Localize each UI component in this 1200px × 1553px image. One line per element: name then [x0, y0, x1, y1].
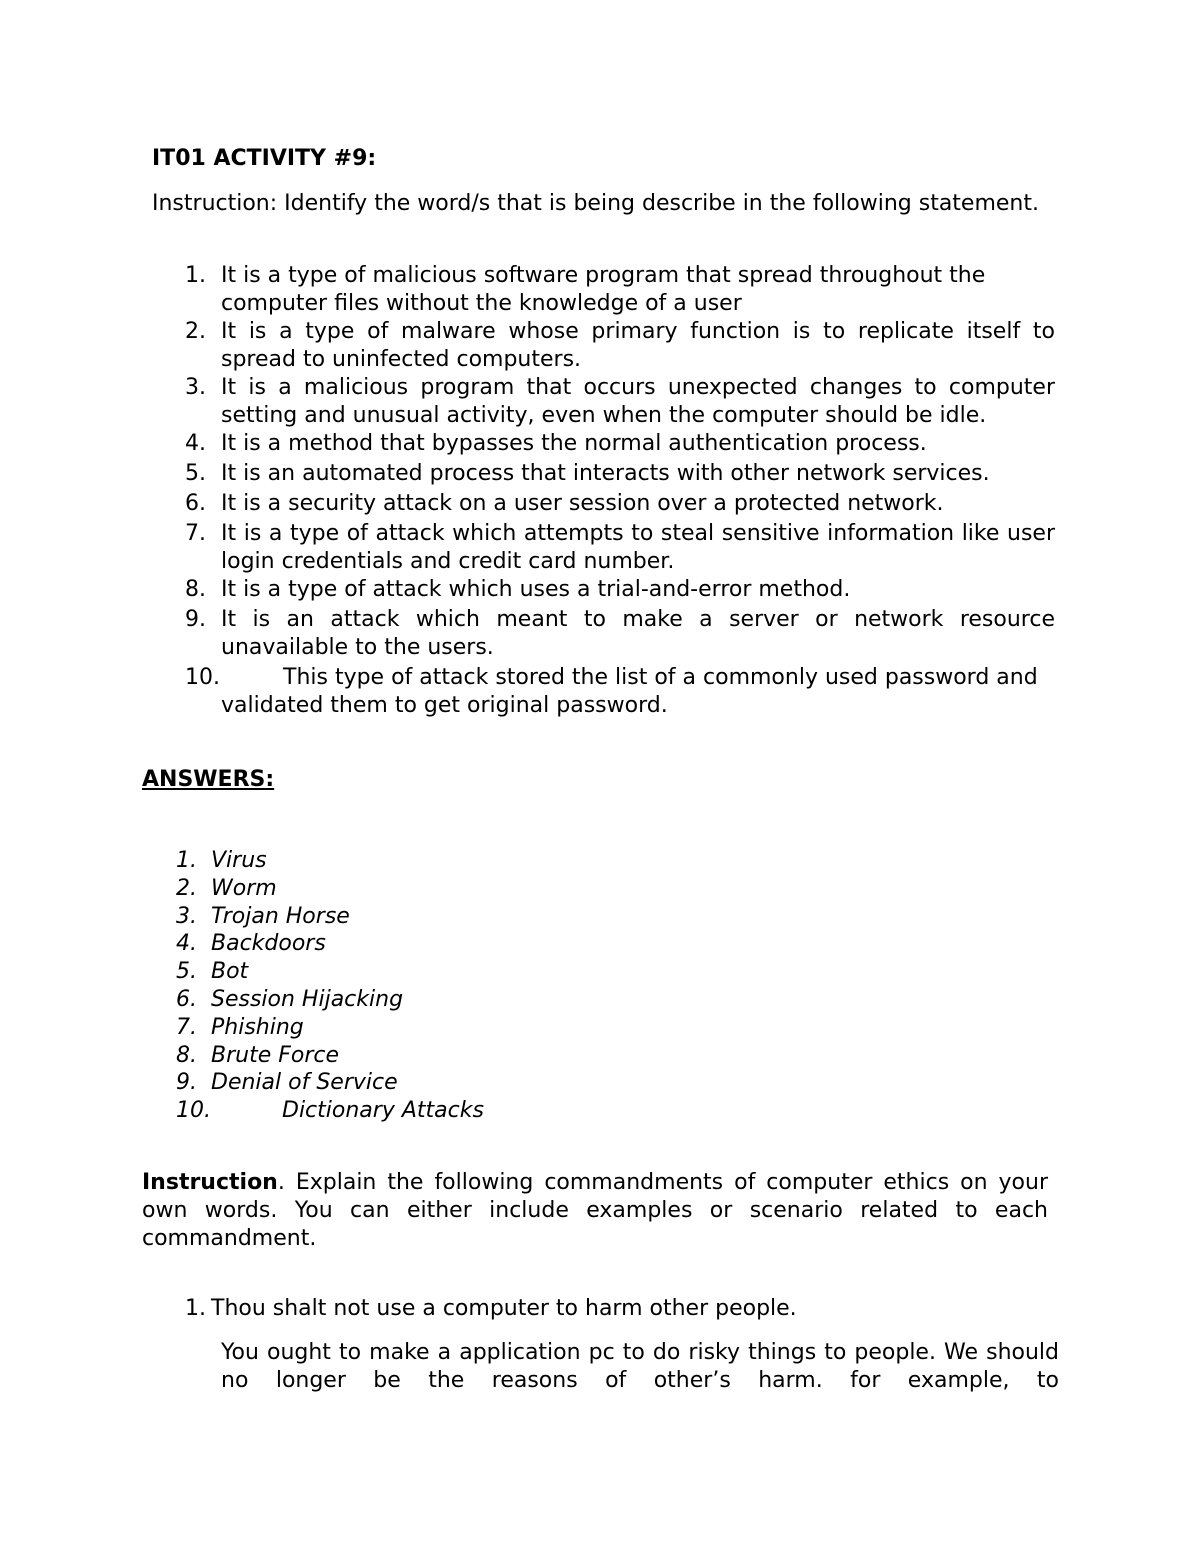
- answers-heading: ANSWERS:: [142, 767, 275, 792]
- instruction-text: . Explain the following commandments of computer ethics on your own words. You can either include examples or scenario related to each commandment.: [142, 1170, 1048, 1251]
- list-item: [176, 986, 484, 1014]
- question-text: It is a type of malware whose primary function is to replicate itself to spread to uninfected computers.: [221, 319, 1055, 372]
- list-item: [185, 430, 1055, 458]
- list-item: [176, 1097, 484, 1125]
- commandment-text: Thou shalt not use a computer to harm other people.: [211, 1296, 797, 1321]
- list-item: [176, 847, 484, 875]
- item-number: 10.: [176, 1098, 211, 1124]
- item-number: 4.: [176, 931, 197, 957]
- instruction-paragraph: Instruction: Identify the word/s that is being describe in the following statement.: [152, 191, 1039, 216]
- list-item: [185, 490, 1055, 518]
- item-number: 7.: [176, 1014, 197, 1040]
- answer-text: Dictionary Attacks: [282, 1098, 484, 1124]
- item-number: 6.: [185, 491, 206, 516]
- questions-list: [185, 262, 1055, 720]
- item-number: 5.: [176, 959, 197, 985]
- question-text: It is a security attack on a user session over a protected network.: [221, 491, 944, 516]
- list-item: [176, 1042, 484, 1070]
- list-item: [185, 262, 1055, 318]
- answer-text: Virus: [211, 848, 267, 873]
- answer-text: Denial of Service: [211, 1070, 398, 1096]
- list-item: [185, 1295, 797, 1323]
- question-text: It is a type of malicious software program that spread throughout the computer files without the knowledge of a user: [221, 263, 986, 316]
- list-item: [185, 520, 1055, 576]
- item-number: 1.: [176, 848, 197, 873]
- item-number: 2.: [185, 319, 206, 344]
- answer-text: Bot: [211, 959, 249, 985]
- item-number: 2.: [176, 875, 197, 901]
- item-number: 10.: [185, 665, 220, 690]
- commandments-list: [185, 1295, 797, 1323]
- list-item: [185, 318, 1055, 374]
- list-item: [176, 1069, 484, 1097]
- instruction-label: Instruction: [142, 1170, 278, 1195]
- item-number: 8.: [185, 577, 206, 602]
- item-number: 1.: [185, 263, 206, 288]
- item-number: 4.: [185, 431, 206, 456]
- item-number: 9.: [176, 1070, 197, 1096]
- answer-text: Backdoors: [211, 931, 326, 957]
- item-number: 6.: [176, 986, 197, 1012]
- question-text: It is a malicious program that occurs unexpected changes to computer setting and unusual activity, even when the computer should be idle.: [221, 375, 1055, 428]
- list-item: [185, 460, 1055, 488]
- instruction-paragraph-2: [142, 1169, 1048, 1253]
- list-item: [185, 576, 1055, 604]
- list-item: [176, 958, 484, 986]
- list-item: [176, 1014, 484, 1042]
- answer-text: Trojan Horse: [211, 903, 350, 929]
- item-number: 7.: [185, 521, 206, 546]
- list-item: [185, 664, 1055, 720]
- item-number: 1.: [185, 1296, 206, 1321]
- question-text: This type of attack stored the list of a commonly used password and validated them to get original password.: [221, 665, 1038, 718]
- answers-list: [176, 847, 484, 1125]
- answer-text: Worm: [211, 875, 277, 901]
- item-number: 9.: [185, 607, 206, 632]
- question-text: It is a type of attack which uses a trial-and-error method.: [221, 577, 851, 602]
- item-number: 3.: [176, 903, 197, 929]
- list-item: [185, 606, 1055, 662]
- list-item: [176, 903, 484, 931]
- question-text: It is an attack which meant to make a server or network resource unavailable to the users.: [221, 607, 1055, 660]
- list-item: [176, 930, 484, 958]
- question-text: It is an automated process that interacts with other network services.: [221, 461, 990, 486]
- answer-text: Brute Force: [211, 1042, 340, 1068]
- question-text: It is a type of attack which attempts to steal sensitive information like user login credentials and credit card number.: [221, 521, 1055, 574]
- item-number: 3.: [185, 375, 206, 400]
- list-item: [185, 374, 1055, 430]
- document-title: IT01 ACTIVITY #9:: [152, 146, 377, 171]
- item-number: 8.: [176, 1042, 197, 1068]
- explanation-paragraph: You ought to make a application pc to do risky things to people. We should no longer be the reasons of other’s harm. for example, to: [221, 1340, 1059, 1393]
- answer-text: Session Hijacking: [211, 986, 404, 1012]
- item-number: 5.: [185, 461, 206, 486]
- question-text: It is a method that bypasses the normal authentication process.: [221, 431, 927, 456]
- list-item: [176, 875, 484, 903]
- answer-text: Phishing: [211, 1014, 304, 1040]
